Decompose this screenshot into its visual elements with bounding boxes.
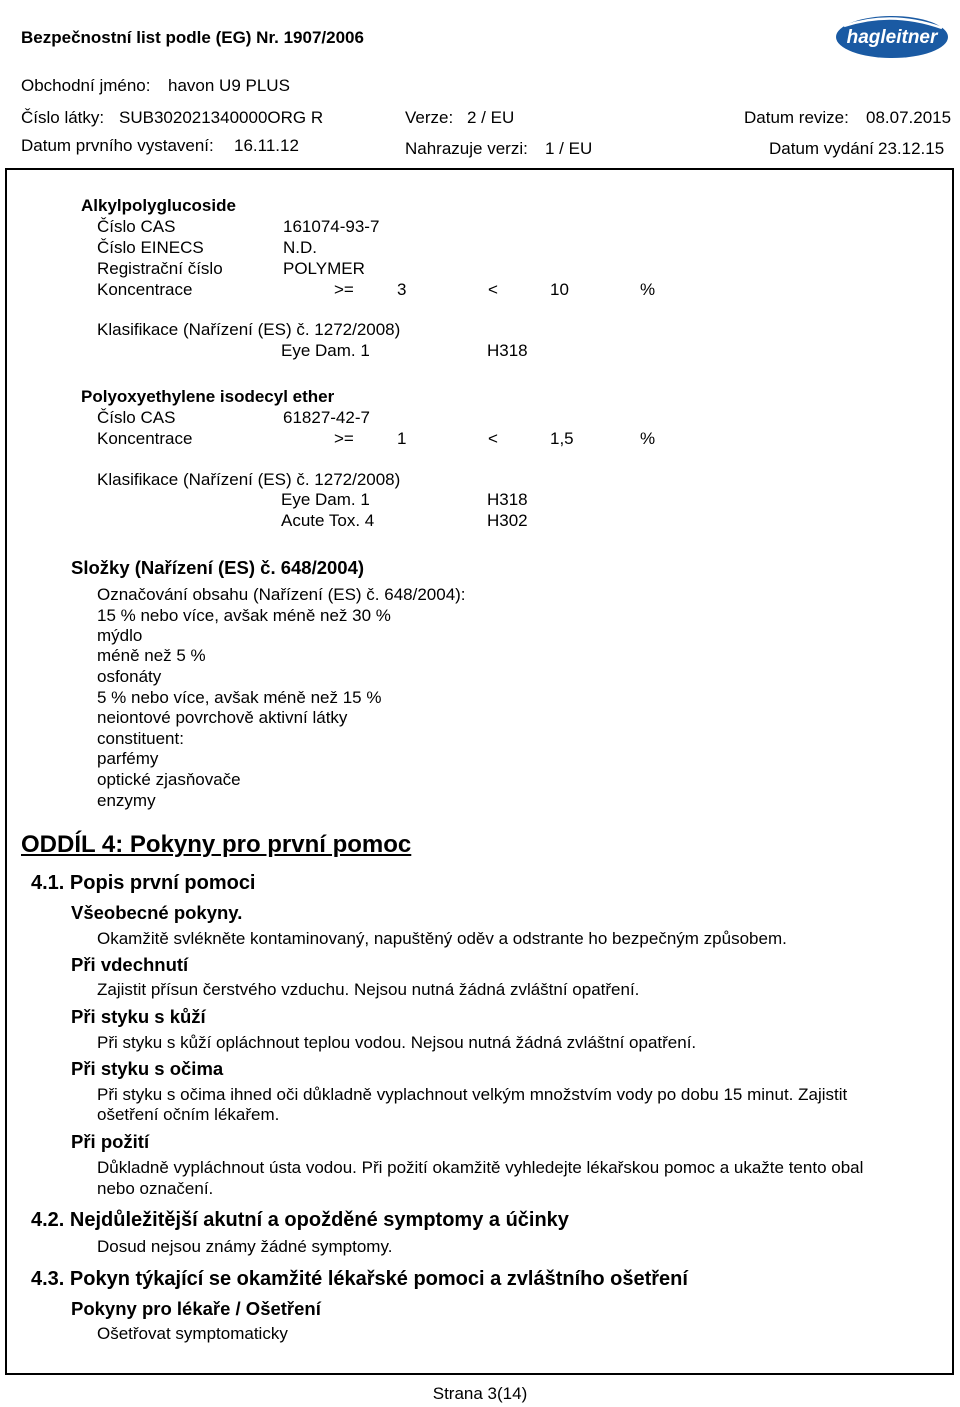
classification-label: Klasifikace (Nařízení (ES) č. 1272/2008) [97, 320, 401, 339]
ingestion-heading: Při požití [71, 1131, 150, 1152]
components-line: neiontové povrchově aktivní látky [97, 708, 348, 727]
concentration-label: Koncentrace [97, 280, 193, 299]
hazard-code: H318 [487, 341, 528, 360]
hazard-code: H302 [487, 511, 528, 530]
hazard-class: Eye Dam. 1 [281, 341, 370, 360]
concentration-label: Koncentrace [97, 429, 193, 448]
substance-name: Alkylpolyglucoside [81, 196, 236, 215]
components-line: Označování obsahu (Nařízení (ES) č. 648/2004): [97, 585, 466, 604]
ingestion-text-line: nebo označení. [97, 1179, 214, 1198]
cas-value: 161074-93-7 [283, 217, 380, 236]
concentration-min: 1 [397, 429, 407, 448]
substance-number-label: Číslo látky: [21, 108, 105, 127]
subsection-4-1: 4.1. Popis první pomoci [31, 872, 256, 894]
skin-heading: Při styku s kůží [71, 1006, 206, 1027]
classification-label: Klasifikace (Nařízení (ES) č. 1272/2008) [97, 470, 401, 489]
cas-value: 61827-42-7 [283, 408, 370, 427]
components-line: mýdlo [97, 626, 143, 645]
revision-date-value: 08.07.2015 [866, 108, 952, 127]
issue-date-value: 23.12.15 [878, 139, 945, 158]
trade-name-value: havon U9 PLUS [168, 76, 290, 95]
cas-label: Číslo CAS [97, 408, 176, 427]
registration-value: POLYMER [283, 259, 365, 278]
registration-label: Registrační číslo [97, 259, 223, 278]
subsection-4-2: 4.2. Nejdůležitější akutní a opožděné symptomy a účinky [31, 1209, 569, 1231]
doctor-text: Ošetřovat symptomaticky [97, 1324, 288, 1343]
eye-text-line: ošetření očním lékařem. [97, 1105, 280, 1124]
components-line: méně než 5 % [97, 646, 206, 665]
general-text: Okamžitě svlékněte kontaminovaný, napuštěný oděv a odstrante ho bezpečným způsobem. [97, 929, 787, 948]
logo-text: hagleitner [846, 27, 938, 48]
einecs-label: Číslo EINECS [97, 238, 204, 257]
version-label: Verze: [405, 108, 454, 127]
components-line: osfonáty [97, 667, 162, 686]
concentration-max: 1,5 [550, 429, 574, 448]
components-line: 5 % nebo více, avšak méně než 15 % [97, 688, 382, 707]
first-issue-label: Datum prvního vystavení: [21, 136, 214, 155]
components-heading: Složky (Nařízení (ES) č. 648/2004) [71, 557, 365, 578]
components-line: 15 % nebo více, avšak méně než 30 % [97, 606, 391, 625]
substance-name: Polyoxyethylene isodecyl ether [81, 387, 335, 406]
section-4-title: ODDÍL 4: Pokyny pro první pomoc [21, 831, 412, 858]
symptoms-text: Dosud nejsou známy žádné symptomy. [97, 1237, 393, 1256]
hazard-class: Eye Dam. 1 [281, 490, 370, 509]
components-line: enzymy [97, 791, 156, 810]
concentration-unit: % [640, 280, 656, 299]
concentration-ge: >= [334, 280, 354, 299]
cas-label: Číslo CAS [97, 217, 176, 236]
substance-number-value: SUB302021340000ORG R [119, 108, 324, 127]
concentration-lt: < [488, 429, 498, 448]
concentration-max: 10 [550, 280, 569, 299]
general-heading: Všeobecné pokyny. [71, 902, 243, 923]
doctor-heading: Pokyny pro lékaře / Ošetření [71, 1298, 321, 1319]
replaces-label: Nahrazuje verzi: [405, 139, 528, 158]
concentration-min: 3 [397, 280, 407, 299]
ingestion-text-line: Důkladně vypláchnout ústa vodou. Při požití okamžitě vyhledejte lékařskou pomoc a ukažte tento obal [97, 1158, 864, 1177]
concentration-lt: < [488, 280, 498, 299]
revision-date-label: Datum revize: [744, 108, 849, 127]
skin-text: Při styku s kůží opláchnout teplou vodou. Nejsou nutná žádná zvláštní opatření. [97, 1033, 697, 1052]
hagleitner-logo [834, 12, 950, 60]
hazard-code: H318 [487, 490, 528, 509]
concentration-unit: % [640, 429, 656, 448]
document-title: Bezpečnostní list podle (EG) Nr. 1907/2006 [21, 28, 364, 47]
subsection-4-3: 4.3. Pokyn týkající se okamžité lékařské pomoci a zvláštního ošetření [31, 1268, 688, 1290]
version-value: 2 / EU [467, 108, 515, 127]
einecs-value: N.D. [283, 238, 317, 257]
replaces-value: 1 / EU [545, 139, 593, 158]
issue-date-label: Datum vydání [769, 139, 874, 158]
hazard-class: Acute Tox. 4 [281, 511, 375, 530]
components-line: optické zjasňovače [97, 770, 241, 789]
inhalation-heading: Při vdechnutí [71, 954, 189, 975]
components-line: constituent: [97, 729, 184, 748]
eye-heading: Při styku s očima [71, 1058, 224, 1079]
components-line: parfémy [97, 749, 159, 768]
eye-text-line: Při styku s očima ihned oči důkladně vyplachnout velkým množstvím vody po dobu 15 minut. Zajistit [97, 1085, 848, 1104]
first-issue-value: 16.11.12 [234, 136, 299, 155]
concentration-ge: >= [334, 429, 354, 448]
page-number: Strana 3(14) [432, 1384, 528, 1403]
trade-name-label: Obchodní jméno: [21, 76, 151, 95]
inhalation-text: Zajistit přísun čerstvého vzduchu. Nejsou nutná žádná zvláštní opatření. [97, 980, 640, 999]
